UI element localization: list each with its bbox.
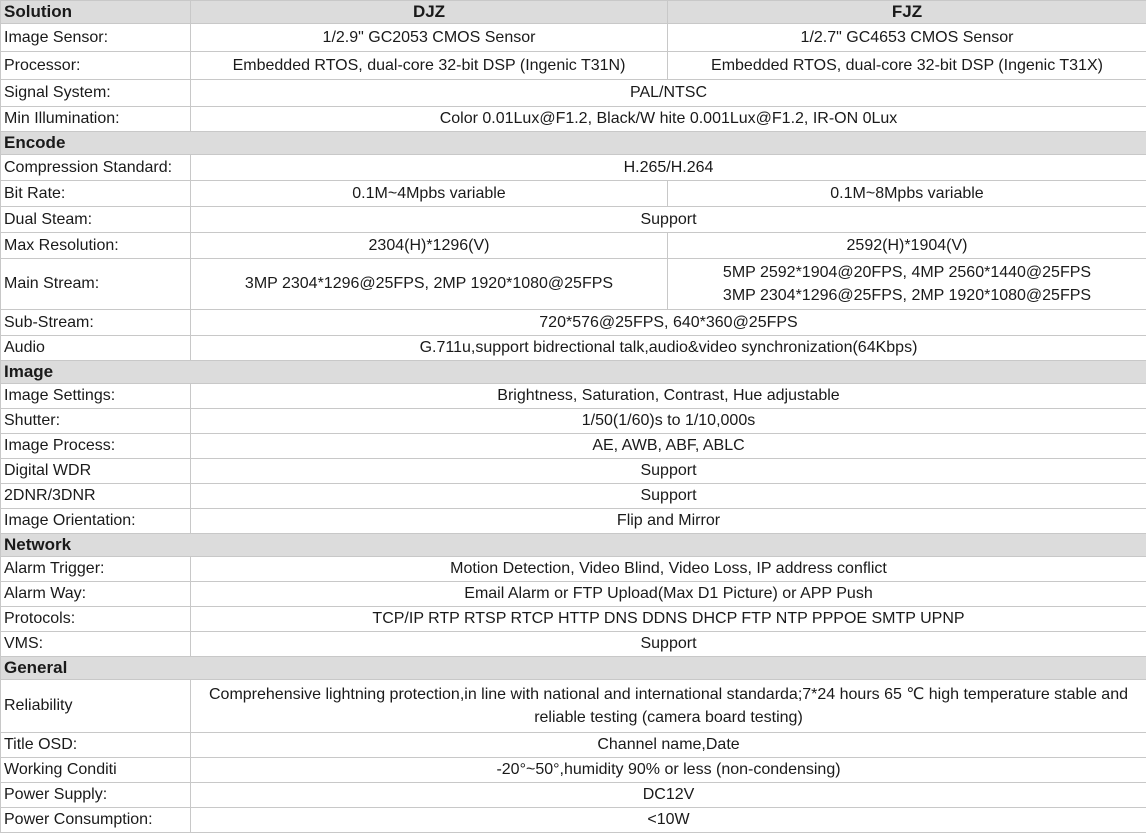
row-label: Digital WDR [1, 459, 191, 484]
spec-row-audio [1, 336, 1146, 361]
shared-value: TCP/IP RTP RTSP RTCP HTTP DNS DDNS DHCP FTP NTP PPPOE SMTP UPNP [191, 607, 1146, 632]
spec-row-image-process [1, 434, 1146, 459]
shared-value: PAL/NTSC [191, 80, 1146, 107]
shared-value: -20°~50°,humidity 90% or less (non-condensing) [191, 758, 1146, 783]
header-row [1, 1, 1146, 24]
row-label: Image Sensor: [1, 24, 191, 52]
fjz-line-1: 5MP 2592*1904@20FPS, 4MP 2560*1440@25FPS [722, 264, 1092, 281]
spec-row-alarm-trigger [1, 557, 1146, 582]
fjz-header: FJZ [668, 1, 1146, 24]
section-image [1, 361, 1146, 384]
shared-value: Flip and Mirror [191, 509, 1146, 534]
section-title: Encode [1, 132, 1146, 155]
row-label: Main Stream: [1, 259, 191, 310]
shared-value: Comprehensive lightning protection,in line with national and international standarda;7*24 hours 65 ℃ high temperature stable and reliable testing (camera board testing) [191, 680, 1146, 733]
row-label: Image Settings: [1, 384, 191, 409]
row-label: Power Supply: [1, 783, 191, 808]
row-label: Power Consumption: [1, 808, 191, 833]
djz-value: 0.1M~4Mpbs variable [191, 181, 668, 207]
spec-row-processor [1, 52, 1146, 80]
spec-row-shutter [1, 409, 1146, 434]
fjz-value: 1/2.7" GC4653 CMOS Sensor [668, 24, 1146, 52]
spec-row-working-conditions [1, 758, 1146, 783]
solution-header: Solution [1, 1, 191, 24]
row-label: Bit Rate: [1, 181, 191, 207]
row-label: Image Process: [1, 434, 191, 459]
shared-value: AE, AWB, ABF, ABLC [191, 434, 1146, 459]
spec-row-image-orientation [1, 509, 1146, 534]
spec-row-compression [1, 155, 1146, 181]
row-label: Protocols: [1, 607, 191, 632]
spec-row-title-osd [1, 733, 1146, 758]
row-label: Alarm Way: [1, 582, 191, 607]
row-label: Alarm Trigger: [1, 557, 191, 582]
shared-value: H.265/H.264 [191, 155, 1146, 181]
djz-header: DJZ [191, 1, 668, 24]
section-general [1, 657, 1146, 680]
shared-value: 1/50(1/60)s to 1/10,000s [191, 409, 1146, 434]
shared-value: Support [191, 207, 1146, 233]
djz-value: 2304(H)*1296(V) [191, 233, 668, 259]
spec-row-protocols [1, 607, 1146, 632]
row-label: Reliability [1, 680, 191, 733]
row-label: Dual Steam: [1, 207, 191, 233]
spec-row-vms [1, 632, 1146, 657]
row-label: Min Illumination: [1, 107, 191, 132]
section-title: Network [1, 534, 1146, 557]
row-label: Working Conditi [1, 758, 191, 783]
spec-row-bit-rate [1, 181, 1146, 207]
shared-value: Brightness, Saturation, Contrast, Hue adjustable [191, 384, 1146, 409]
row-label: VMS: [1, 632, 191, 657]
spec-row-min-illumination [1, 107, 1146, 132]
row-label: 2DNR/3DNR [1, 484, 191, 509]
row-label: Shutter: [1, 409, 191, 434]
spec-row-digital-wdr [1, 459, 1146, 484]
section-network [1, 534, 1146, 557]
spec-row-reliability [1, 680, 1146, 733]
row-label: Processor: [1, 52, 191, 80]
row-label: Signal System: [1, 80, 191, 107]
section-encode [1, 132, 1146, 155]
row-label: Audio [1, 336, 191, 361]
section-title: General [1, 657, 1146, 680]
row-label: Max Resolution: [1, 233, 191, 259]
djz-value: 3MP 2304*1296@25FPS, 2MP 1920*1080@25FPS [191, 259, 668, 310]
shared-value: <10W [191, 808, 1146, 833]
spec-row-alarm-way [1, 582, 1146, 607]
fjz-value: 2592(H)*1904(V) [668, 233, 1146, 259]
fjz-line-2: 3MP 2304*1296@25FPS, 2MP 1920*1080@25FPS [722, 287, 1092, 304]
fjz-value: Embedded RTOS, dual-core 32-bit DSP (Ingenic T31X) [668, 52, 1146, 80]
shared-value: Support [191, 632, 1146, 657]
spec-row-image-sensor [1, 24, 1146, 52]
spec-row-sub-stream [1, 310, 1146, 336]
row-label: Title OSD: [1, 733, 191, 758]
row-label: Image Orientation: [1, 509, 191, 534]
spec-row-signal-system [1, 80, 1146, 107]
shared-value: Support [191, 484, 1146, 509]
spec-row-power-consumption [1, 808, 1146, 833]
shared-value: DC12V [191, 783, 1146, 808]
djz-value: 1/2.9" GC2053 CMOS Sensor [191, 24, 668, 52]
spec-row-main-stream [1, 259, 1146, 310]
spec-row-image-settings [1, 384, 1146, 409]
shared-value: Motion Detection, Video Blind, Video Loss, IP address conflict [191, 557, 1146, 582]
shared-value: Color 0.01Lux@F1.2, Black/W hite 0.001Lux@F1.2, IR-ON 0Lux [191, 107, 1146, 132]
shared-value: 720*576@25FPS, 640*360@25FPS [191, 310, 1146, 336]
section-title: Image [1, 361, 1146, 384]
row-label: Compression Standard: [1, 155, 191, 181]
spec-row-dual-stream [1, 207, 1146, 233]
spec-row-max-resolution [1, 233, 1146, 259]
fjz-value: 0.1M~8Mpbs variable [668, 181, 1146, 207]
shared-value: Channel name,Date [191, 733, 1146, 758]
djz-value: Embedded RTOS, dual-core 32-bit DSP (Ingenic T31N) [191, 52, 668, 80]
shared-value: G.711u,support bidrectional talk,audio&video synchronization(64Kbps) [191, 336, 1146, 361]
shared-value: Email Alarm or FTP Upload(Max D1 Picture) or APP Push [191, 582, 1146, 607]
spec-row-dnr [1, 484, 1146, 509]
shared-value: Support [191, 459, 1146, 484]
spec-row-power-supply [1, 783, 1146, 808]
fjz-value [668, 259, 1146, 310]
row-label: Sub-Stream: [1, 310, 191, 336]
